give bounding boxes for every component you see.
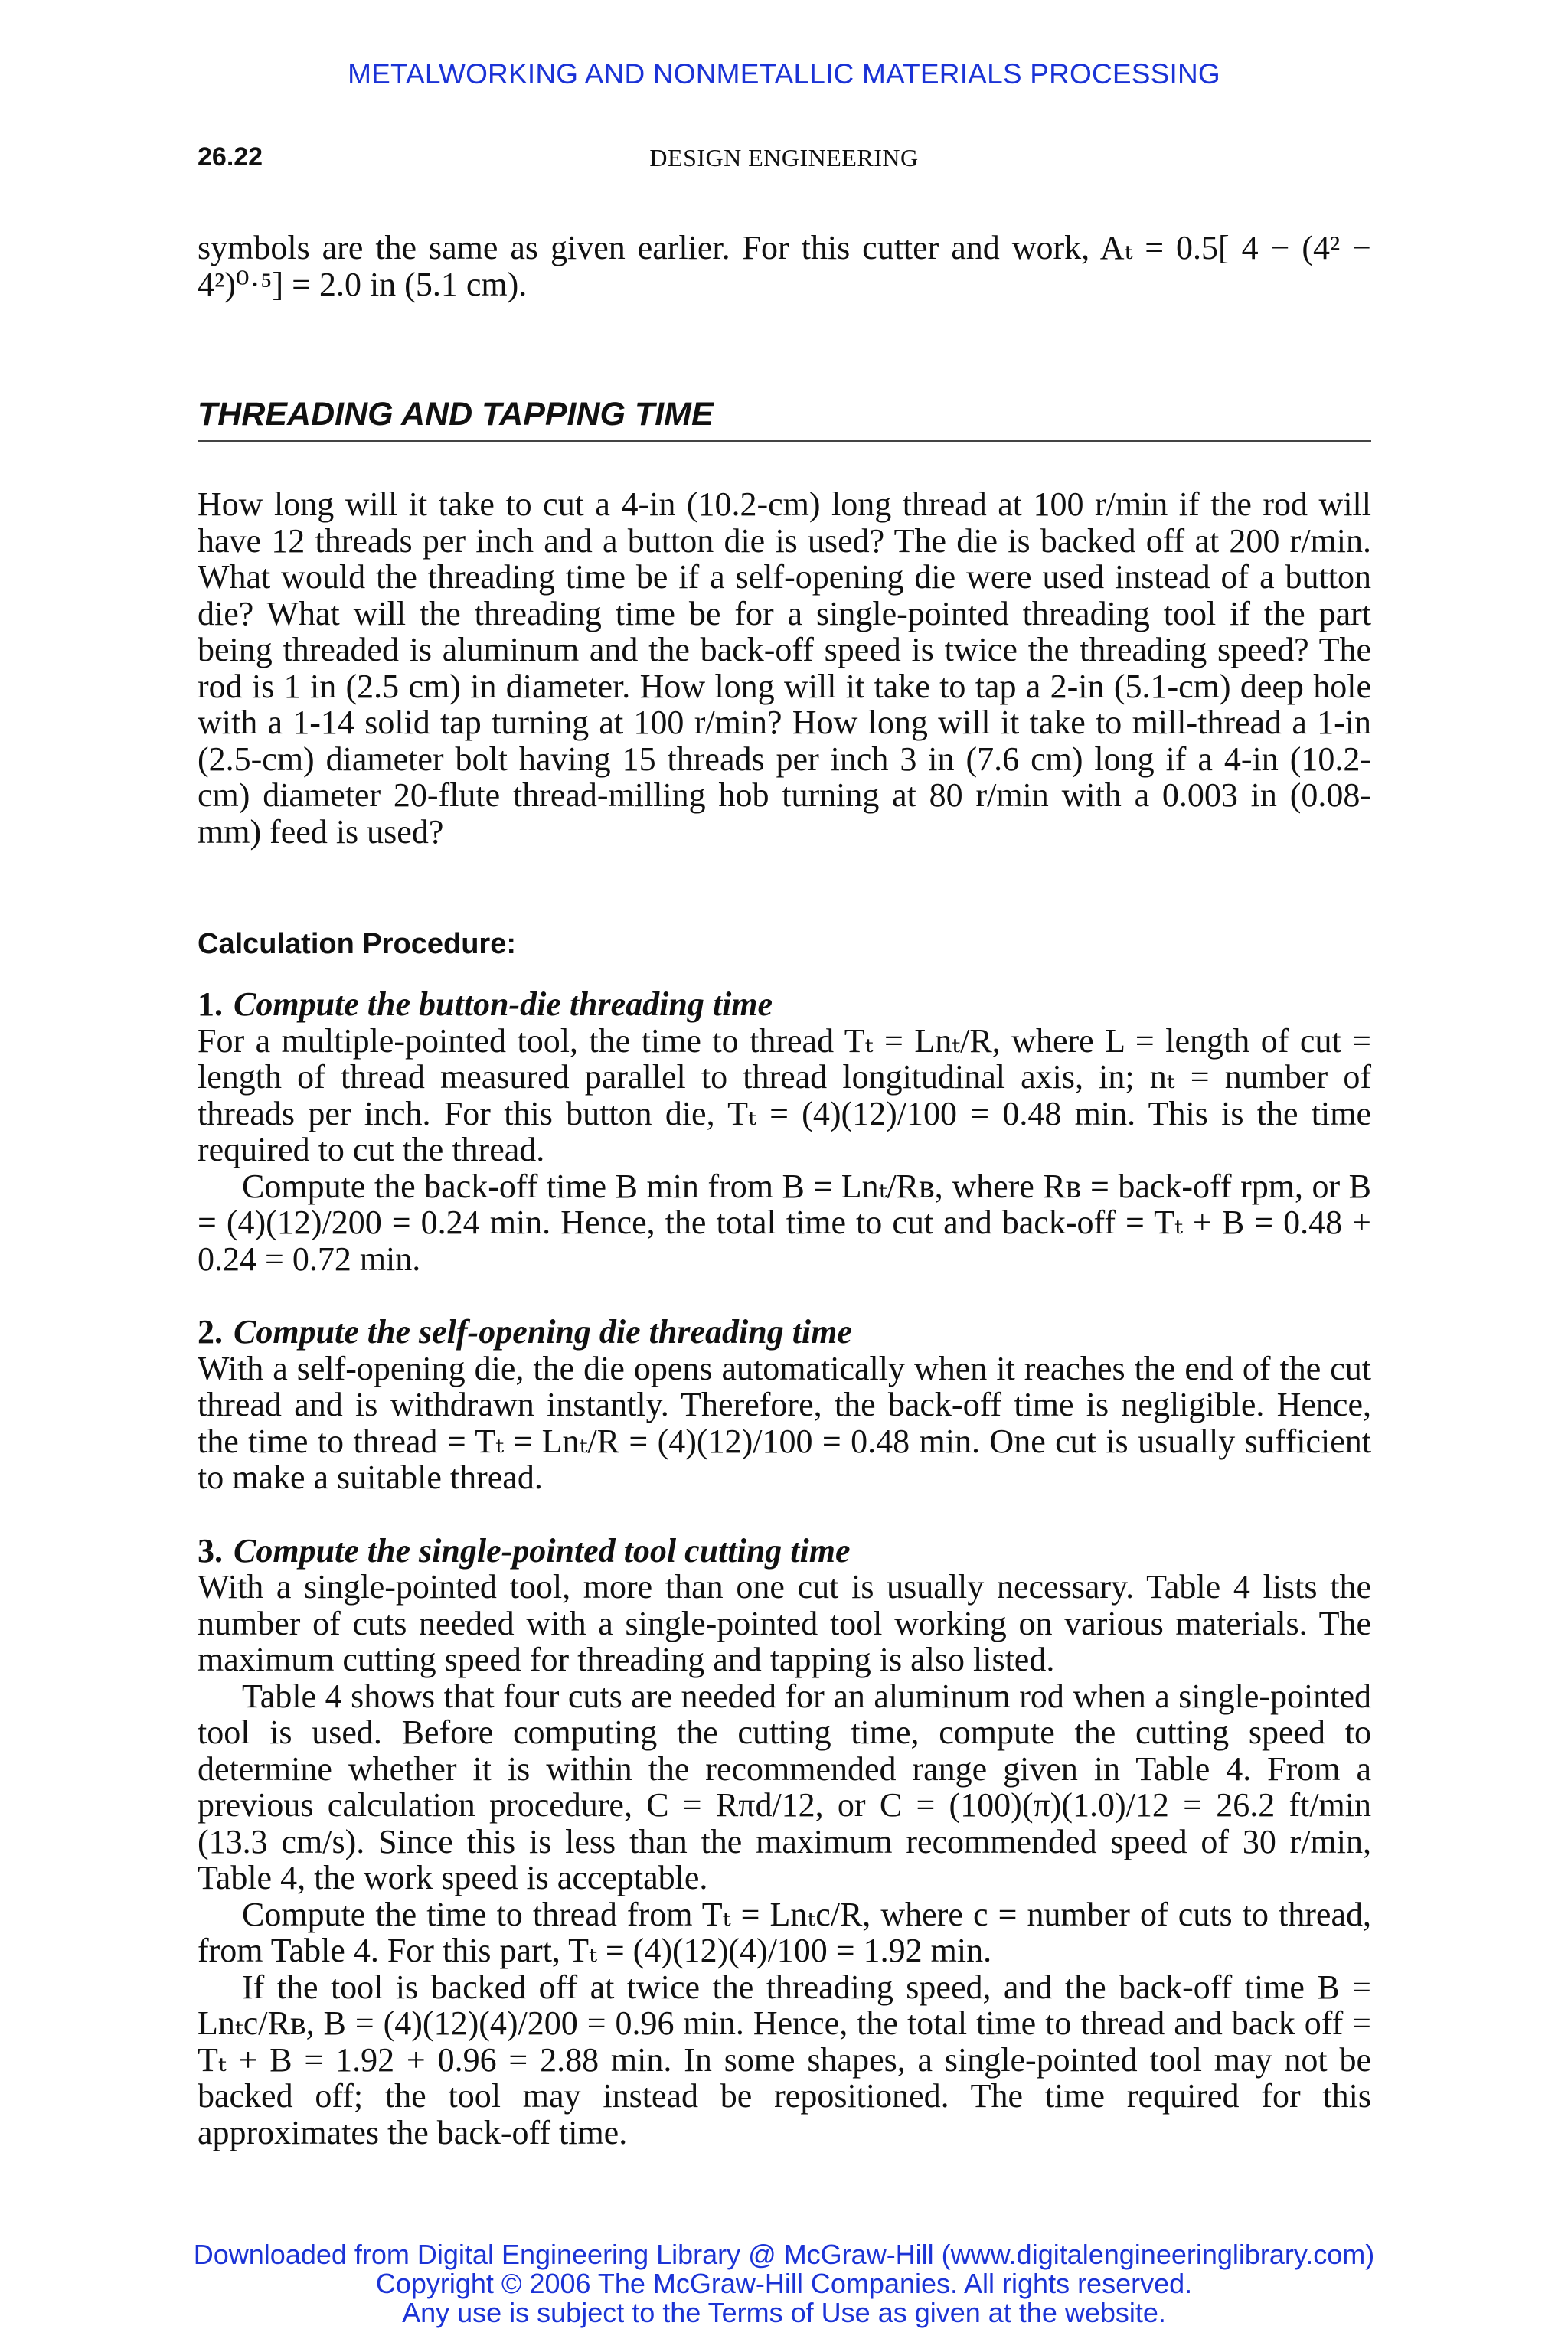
step-paragraph: Compute the back-off time B min from B = Lnₜ/Rʙ, where Rʙ = back-off rpm, or B = (4)(12)/200 = 0.24 min. Hence, the total time to cut and back-off = Tₜ + B = 0.48 + 0.24 = 0.72 min.: [198, 1167, 1371, 1278]
step-paragraph: Table 4 shows that four cuts are needed for an aluminum rod when a single-pointed tool is used. Before computing the cutting time, compute the cutting speed to determine whether it is within the recommended range given in Table 4. From a previous calculation procedure, C = Rπd/12, or C = (100)(π)(1.0)/12 = 26.2 ft/min (13.3 cm/s). Since this is less than the maximum recommended speed of 30 r/min, Table 4, the work speed is acceptable.: [198, 1677, 1371, 1896]
step-title: Compute the button-die threading time: [234, 985, 773, 1023]
page-number: 26.22: [198, 142, 263, 172]
step-title: Compute the self-opening die threading time: [234, 1313, 852, 1351]
book-banner: METALWORKING AND NONMETALLIC MATERIALS PROCESSING: [348, 58, 1220, 90]
calculation-heading: Calculation Procedure:: [198, 928, 516, 960]
step-heading: [198, 986, 1371, 1023]
footer-terms: Any use is subject to the Terms of Use as given at the website.: [402, 2297, 1166, 2328]
step-heading: [198, 1533, 1371, 1570]
step-number: 1.: [198, 985, 223, 1023]
step-paragraph: With a self-opening die, the die opens automatically when it reaches the end of the cut thread and is withdrawn instantly. Therefore, the back-off time is negligible. Hence, the time to thread = Tₜ = Lnₜ/R = (4)(12)/100 = 0.48 min. One cut is usually sufficient to make a suitable thread.: [198, 1349, 1371, 1496]
page-content: [198, 230, 1371, 2151]
step-3: [198, 1533, 1371, 2151]
section-title: THREADING AND TAPPING TIME: [198, 393, 1371, 442]
problem-paragraph: How long will it take to cut a 4-in (10.2-cm) long thread at 100 r/min if the rod will have 12 threads per inch and a button die is used? The die is backed off at 200 r/min. What would the threading time be if a self-opening die were used instead of a button die? What will the threading time be for a single-pointed threading tool if the part being threaded is aluminum and the back-off speed is twice the threading speed? The rod is 1 in (2.5 cm) in diameter. How long will it take to tap a 2-in (5.1-cm) deep hole with a 1-14 solid tap turning at 100 r/min? How long will it take to mill-thread a 1-in (2.5-cm) diameter bolt having 15 threads per inch 3 in (7.6 cm) long if a 4-in (10.2-cm) diameter 20-flute thread-milling hob turning at 80 r/min with a 0.003 in (0.08-mm) feed is used?: [198, 485, 1371, 851]
footer-copyright: Copyright © 2006 The McGraw-Hill Companies. All rights reserved.: [375, 2268, 1193, 2299]
step-title: Compute the single-pointed tool cutting time: [234, 1531, 851, 1570]
step-number: 2.: [198, 1313, 223, 1351]
running-head: DESIGN ENGINEERING: [649, 144, 919, 172]
step-1: [198, 986, 1371, 1277]
download-footer: [0, 2240, 1568, 2328]
step-heading: [198, 1314, 1371, 1351]
step-paragraph: Compute the time to thread from Tₜ = Lnₜc/R, where c = number of cuts to thread, from Table 4. For this part, Tₜ = (4)(12)(4)/100 = 1.92 min.: [198, 1895, 1371, 1969]
step-paragraph: With a single-pointed tool, more than one cut is usually necessary. Table 4 lists the number of cuts needed with a single-pointed tool working on various materials. The maximum cutting speed for threading and tapping is also listed.: [198, 1568, 1371, 1678]
step-paragraph: For a multiple-pointed tool, the time to thread Tₜ = Lnₜ/R, where L = length of cut = length of thread measured parallel to thread longitudinal axis, in; nₜ = number of threads per inch. For this button die, Tₜ = (4)(12)/100 = 0.48 min. This is the time required to cut the thread.: [198, 1021, 1371, 1168]
footer-download-link[interactable]: Downloaded from Digital Engineering Library @ McGraw-Hill (www.digitalengineeringlibrary.com): [193, 2239, 1375, 2270]
step-2: [198, 1314, 1371, 1496]
step-number: 3.: [198, 1531, 223, 1570]
intro-paragraph: symbols are the same as given earlier. For this cutter and work, Aₜ = 0.5[ 4 − (4² − 4²)⁰·⁵] = 2.0 in (5.1 cm).: [198, 229, 1371, 303]
step-paragraph: If the tool is backed off at twice the threading speed, and the back-off time B = Lnₜc/Rʙ, B = (4)(12)(4)/200 = 0.96 min. Hence, the total time to thread and back off = Tₜ + B = 1.92 + 0.96 = 2.88 min. In some shapes, a single-pointed tool may not be backed off; the tool may instead be repositioned. The time required for this approximates the back-off time.: [198, 1968, 1371, 2151]
